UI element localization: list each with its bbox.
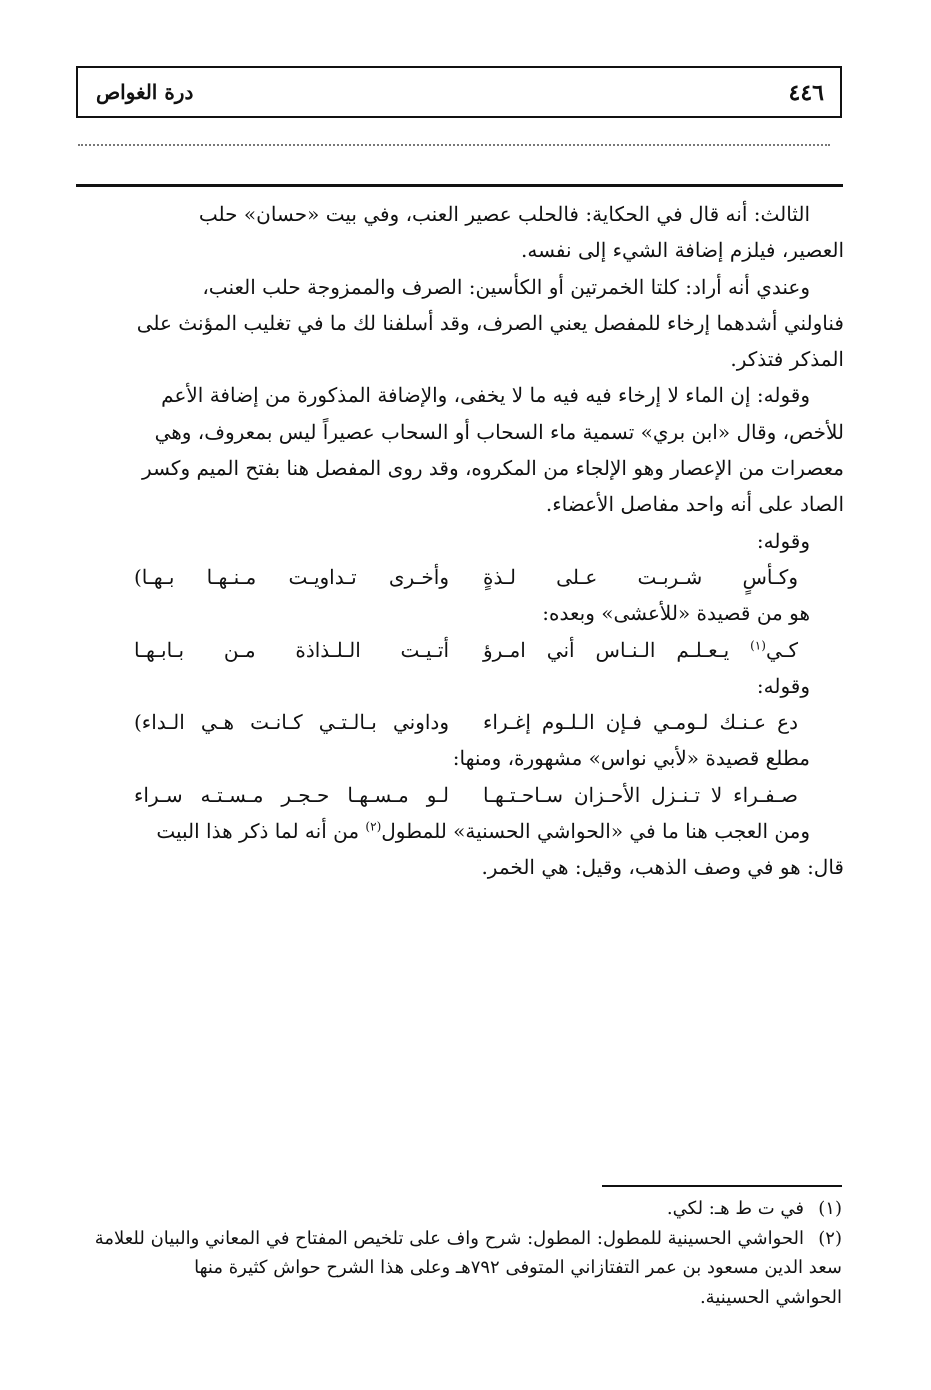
paragraph-line: قال: هو في وصف الذهب، وقيل: هي الخمر. — [481, 855, 844, 880]
verse-second-hemistich: وداوني بـالـتـي كـانـت هـي الـداء) — [134, 710, 449, 735]
footnotes — [76, 1194, 842, 1312]
verse-text: يـعـلـم الـنـاس أني امـرؤ — [483, 637, 751, 662]
verse-first-hemistich — [483, 632, 798, 668]
footnote-number: (٢) — [818, 1227, 842, 1249]
paragraph-line: هو من قصيدة «للأعشى» وبعده: — [542, 601, 810, 626]
verse-first-hemistich: دع عـنـك لـومـي فـإن الـلـوم إغـراء — [483, 710, 798, 735]
paragraph-line: العصير، فيلزم إضافة الشيء إلى نفسه. — [521, 238, 844, 263]
footnote-2 — [76, 1224, 842, 1254]
footnote-rule — [602, 1185, 842, 1187]
dotted-separator — [78, 144, 830, 146]
page-header — [76, 66, 842, 118]
footnote-ref: (١) — [750, 637, 766, 652]
footnote-number: (١) — [818, 1198, 842, 1219]
footnote-2-continued: الحواشي الحسينية. — [699, 1286, 842, 1308]
running-title: درة الغواص — [96, 80, 194, 104]
verse-second-hemistich: وأخـرى تـداويـت مـنـهـا بـهـا) — [134, 564, 449, 589]
verse-second-hemistich: لـو مـسـهـا حـجـر مـسـتـه سـراء — [134, 782, 449, 807]
paragraph-text: من أنه لما ذكر هذا البيت — [156, 819, 366, 844]
verse-line — [76, 777, 844, 813]
verse-line — [76, 632, 844, 668]
footnote-text: في ت ط هـ: لكي. — [666, 1198, 804, 1219]
paragraph-line — [76, 813, 844, 849]
main-text — [76, 196, 844, 886]
verse-first-hemistich: صـفـراء لا تـنـزل الأحـزان سـاحـتـهـا — [483, 782, 798, 807]
verse-text: كـي — [765, 637, 798, 662]
verse-first-hemistich: وكـأسٍ شـربـت عـلى لـذةٍ — [483, 564, 798, 589]
page-number: ٤٤٦ — [788, 80, 824, 106]
paragraph-line: للأخص، وقال «ابن بري» تسمية ماء السحاب أو السحاب عصيراً ليس بمعروف، وهي — [154, 419, 844, 444]
paragraph-line: وقوله: إن الماء لا إرخاء فيه فيه ما لا يخفى، والإضافة المذكورة من إضافة الأعم — [161, 383, 810, 408]
verse-line — [76, 704, 844, 740]
footnote-ref: (٢) — [365, 819, 382, 834]
quote-intro: وقوله: — [756, 673, 810, 698]
footnote-1 — [76, 1194, 842, 1224]
paragraph-line: الصاد على أنه واحد مفاصل الأعضاء. — [545, 492, 844, 517]
footnote-text: الحواشي الحسينية للمطول: المطول: شرح واف على تلخيص المفتاح في المعاني والبيان للعلامة — [94, 1227, 804, 1249]
paragraph-line: وعندي أنه أراد: كلتا الخمرتين أو الكأسين: الصرف والممزوجة حلب العنب، — [202, 274, 810, 299]
footnote-2-continued: سعد الدين مسعود بن عمر التفتازاني المتوفى ٧٩٢هـ وعلى هذا الشرح حواش كثيرة منها — [194, 1257, 842, 1278]
header-rule — [76, 184, 843, 187]
paragraph-line: فناولني أشدهما إرخاء للمفصل يعني الصرف، وقد أسلفنا لك ما في تغليب المؤنث على — [136, 310, 844, 335]
paragraph-line: مطلع قصيدة «لأبي نواس» مشهورة، ومنها: — [452, 746, 810, 771]
verse-second-hemistich: أتـيـت الـلـذاذة مـن بـابـهـا — [134, 637, 449, 662]
verse-line — [76, 559, 844, 595]
quote-intro: وقوله: — [756, 528, 810, 553]
paragraph-line: المذكر فتذكر. — [730, 347, 844, 372]
paragraph-line: الثالث: أنه قال في الحكاية: فالحلب عصير العنب، وفي بيت «حسان» حلب — [198, 202, 810, 226]
paragraph-text: ومن العجب هنا ما في «الحواشي الحسنية» للمطول — [381, 819, 810, 844]
paragraph-line: معصرات من الإعصار وهو الإلجاء من المكروه، وقد روى المفصل هنا بفتح الميم وكسر — [142, 456, 844, 481]
